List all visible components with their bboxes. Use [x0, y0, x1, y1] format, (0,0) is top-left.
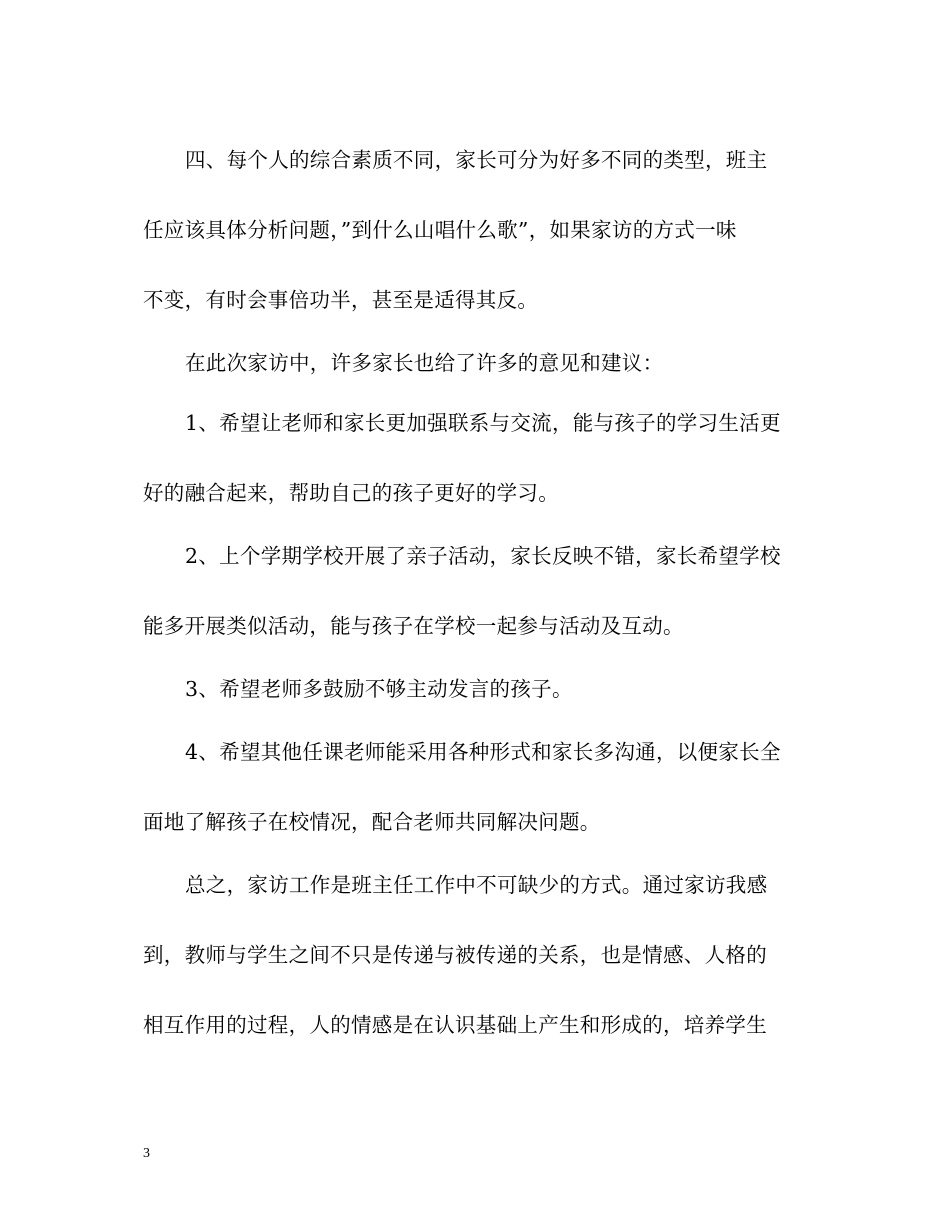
- list-item-line: 4、希望其他任课老师能采用各种形式和家长多沟通，以便家长全: [185, 740, 781, 764]
- list-item-line: 好的融合起来，帮助自己的孩子更好的学习。: [143, 481, 559, 505]
- list-item-line: 3、希望老师多鼓励不够主动发言的孩子。: [185, 677, 573, 701]
- list-item-line: 1、希望让老师和家长更加强联系与交流，能与孩子的学习生活更: [185, 411, 781, 435]
- paragraph-line: 不变，有时会事倍功半，甚至是适得其反。: [143, 288, 539, 312]
- paragraph-line: 相互作用的过程，人的情感是在认识基础上产生和形成的，培养学生: [143, 1013, 767, 1037]
- list-item-line: 2、上个学期学校开展了亲子活动，家长反映不错，家长希望学校: [185, 544, 781, 568]
- page-number: 3: [143, 1146, 150, 1161]
- paragraph-line: 到，教师与学生之间不只是传递与被传递的关系，也是情感、人格的: [143, 943, 767, 967]
- list-item-line: 能多开展类似活动，能与孩子在学校一起参与活动及互动。: [143, 614, 684, 638]
- paragraph-line: 总之，家访工作是班主任工作中不可缺少的方式。通过家访我感: [185, 873, 768, 897]
- paragraph-line: 四、每个人的综合素质不同，家长可分为好多不同的类型，班主: [185, 148, 768, 172]
- paragraph-line: 任应该具体分析问题，”到什么山唱什么歌”，如果家访的方式一味: [143, 218, 737, 242]
- paragraph-line: 在此次家访中，许多家长也给了许多的意见和建议：: [185, 351, 664, 375]
- list-item-line: 面地了解孩子在校情况，配合老师共同解决问题。: [143, 810, 601, 834]
